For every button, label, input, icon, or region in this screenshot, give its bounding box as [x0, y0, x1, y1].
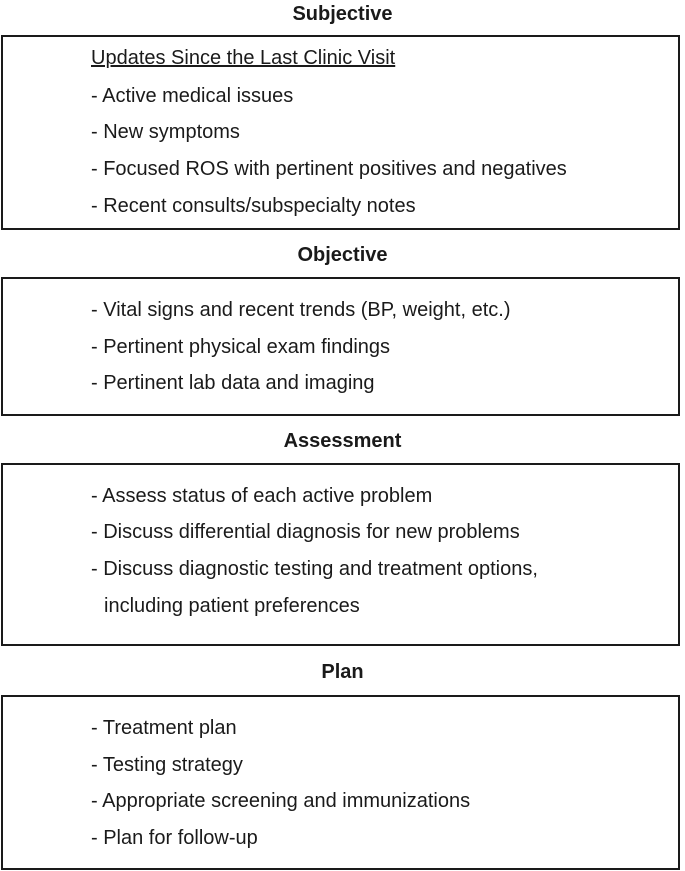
plan-item: - Testing strategy [91, 754, 243, 776]
objective-item: - Pertinent lab data and imaging [91, 372, 375, 394]
plan-item: - Plan for follow-up [91, 827, 258, 849]
plan-item: - Treatment plan [91, 717, 237, 739]
plan-heading: Plan [321, 661, 364, 683]
objective-item: - Vital signs and recent trends (BP, weight, etc.) [91, 299, 511, 321]
assessment-item: - Assess status of each active problem [91, 485, 433, 507]
assessment-item: - Discuss differential diagnosis for new problems [91, 521, 520, 543]
assessment-heading: Assessment [283, 430, 402, 452]
plan-item: - Appropriate screening and immunizations [91, 790, 471, 812]
subjective-item: - Focused ROS with pertinent positives and negatives [91, 158, 567, 180]
subjective-item: - Recent consults/subspecialty notes [91, 195, 416, 217]
subjective-item: - New symptoms [91, 121, 240, 143]
assessment-item: - Discuss diagnostic testing and treatment options, [91, 558, 538, 580]
subjective-subheading: Updates Since the Last Clinic Visit [91, 47, 396, 69]
objective-heading: Objective [297, 244, 388, 266]
assessment-item-continuation: including patient preferences [104, 595, 360, 617]
subjective-item: - Active medical issues [91, 85, 294, 107]
subjective-heading: Subjective [292, 3, 393, 25]
objective-item: - Pertinent physical exam findings [91, 336, 391, 358]
